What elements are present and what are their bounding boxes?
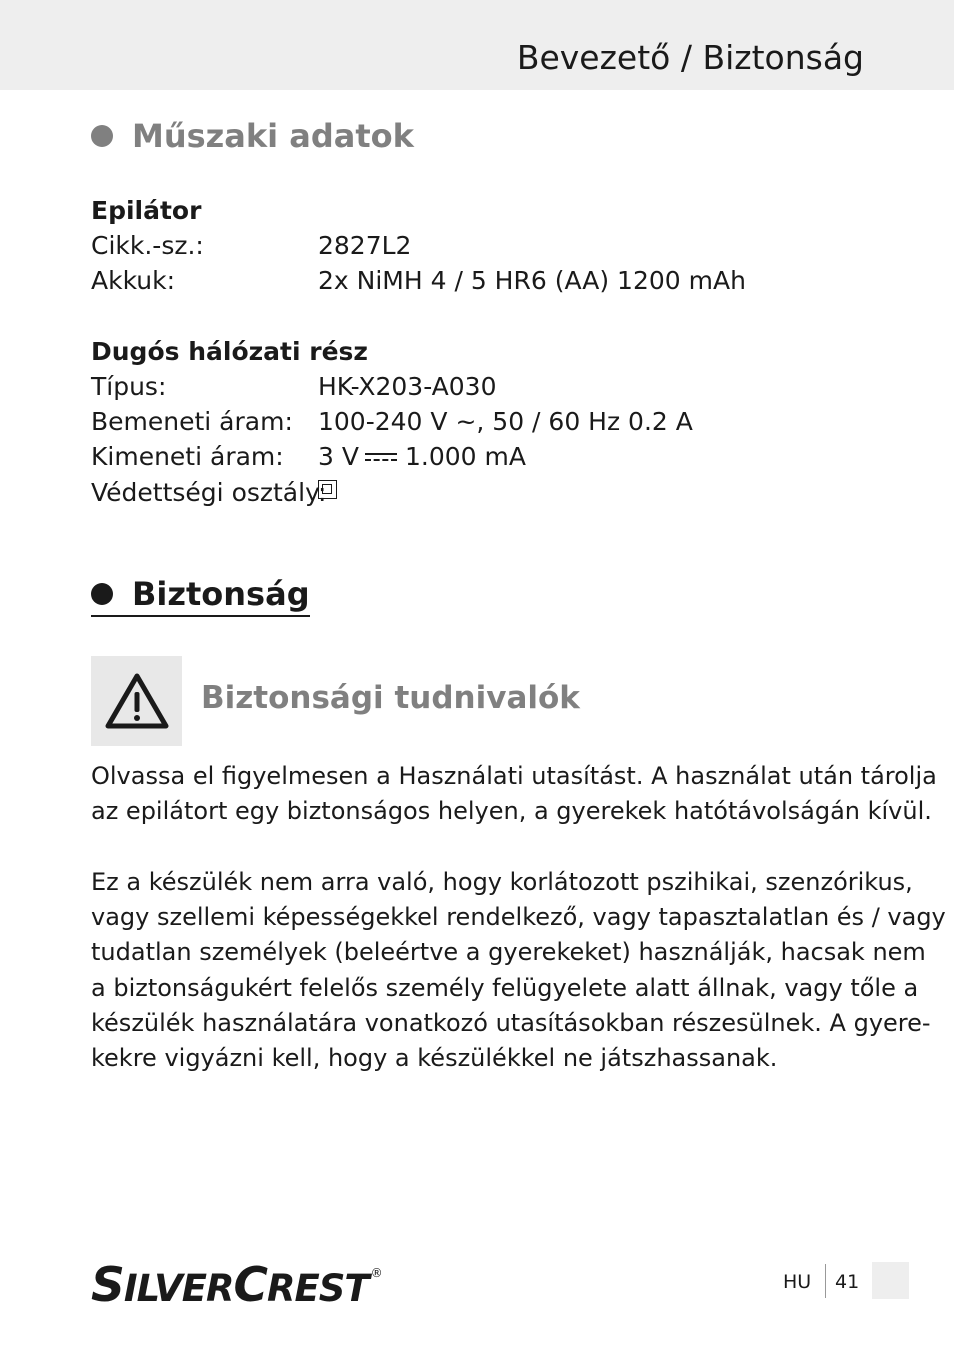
bullet-icon: [91, 125, 113, 147]
spec-value: 2827L2: [318, 231, 412, 260]
epilator-title: Epilátor: [91, 196, 202, 225]
spec-value-protection: [318, 478, 337, 499]
spec-label: Kimeneti áram:: [91, 442, 284, 471]
safety-heading: [91, 575, 310, 617]
spec-row-batteries: [91, 266, 851, 298]
spec-label: Akkuk:: [91, 266, 176, 295]
footer-divider: [825, 1264, 826, 1298]
spec-row-type: [91, 372, 851, 404]
page-tab-marker: [872, 1262, 909, 1299]
paragraph-line: tudatlan személyek (beleértve a gyerekeket) használják, hacsak nem: [91, 938, 926, 967]
bullet-icon: [91, 583, 113, 605]
technical-data-heading: [91, 117, 414, 155]
paragraph-line: kekre vigyázni kell, hogy a készülékkel ne játszhassanak.: [91, 1044, 778, 1073]
safety-paragraph-2: [91, 865, 946, 1076]
spec-label: Cikk.-sz.:: [91, 231, 204, 260]
silvercrest-logo: SILVERCREST ®: [91, 1258, 382, 1313]
direct-current-icon: [365, 451, 397, 463]
paragraph-line: készülék használatára vonatkozó utasításokban részesülnek. A gyere-: [91, 1008, 931, 1037]
paragraph-line: Olvassa el figyelmesen a Használati utasítást. A használat után tárolja: [91, 762, 937, 790]
spec-value: 2x NiMH 4 / 5 HR6 (AA) 1200 mAh: [318, 266, 746, 295]
footer-language: HU: [783, 1271, 812, 1293]
output-voltage: 3 V: [318, 442, 359, 471]
spec-label: Bemeneti áram:: [91, 407, 293, 436]
spec-label: Védettségi osztály:: [91, 478, 327, 507]
technical-data-heading-text: Műszaki adatok: [132, 117, 414, 155]
safety-heading-text: Biztonság: [132, 575, 310, 613]
output-current: 1.000 mA: [404, 442, 526, 471]
spec-value: 100-240 V ~, 50 / 60 Hz 0.2 A: [318, 407, 693, 436]
safety-notes-heading: Biztonsági tudnivalók: [201, 680, 580, 716]
paragraph-line: Ez a készülék nem arra való, hogy korlátozott pszihikai, szenzórikus,: [91, 868, 913, 896]
safety-paragraph-1: [91, 759, 937, 829]
spec-value: HK-X203-A030: [318, 372, 497, 401]
spec-row-input: [91, 407, 851, 439]
spec-row-output: [91, 442, 851, 474]
paragraph-line: az epilátort egy biztonságos helyen, a gyerekek hatótávolságán kívül.: [91, 797, 932, 826]
spec-label: Típus:: [91, 372, 167, 401]
protection-class-ii-icon: [318, 480, 337, 499]
spec-value-output: [318, 442, 526, 471]
warning-box: [91, 656, 182, 746]
adapter-title: Dugós hálózati rész: [91, 337, 368, 366]
page-header-title: Bevezető / Biztonság: [516, 38, 864, 77]
paragraph-line: vagy szellemi képességekkel rendelkező, vagy tapasztalatlan és / vagy: [91, 903, 946, 932]
page-number: 41: [835, 1271, 860, 1293]
header-band: [0, 0, 954, 90]
spec-row-article: [91, 231, 851, 263]
paragraph-line: a biztonságukért felelős személy felügyelete alatt állnak, vagy tőle a: [91, 973, 919, 1002]
spec-row-protection: [91, 478, 851, 510]
warning-triangle-icon: [104, 672, 170, 730]
